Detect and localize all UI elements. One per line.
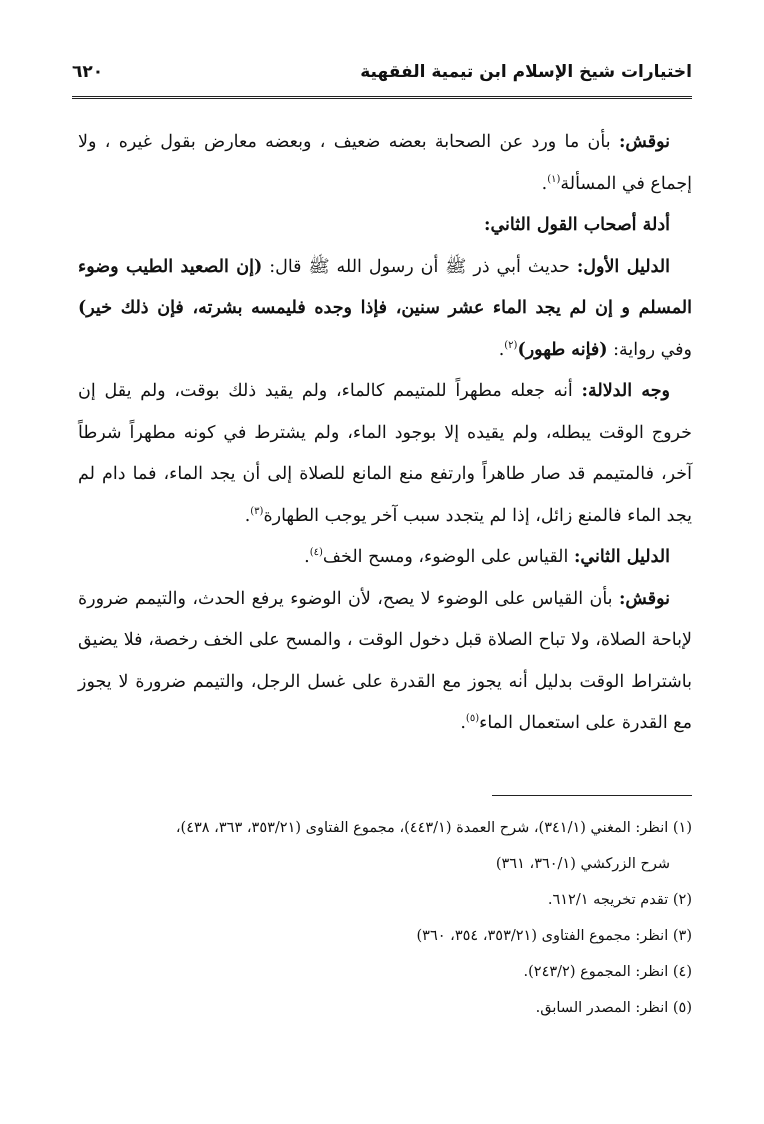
evidence-label: الدليل الثاني: xyxy=(573,547,670,567)
indication-label: وجه الدلالة: xyxy=(581,381,671,401)
paragraph-text: القياس على الوضوء، ومسح الخف xyxy=(322,547,574,567)
footnote-divider xyxy=(492,795,692,796)
footnote-ref: (٥) xyxy=(465,713,480,725)
paragraph-objection-1 xyxy=(78,122,692,205)
book-title: اختيارات شيخ الإسلام ابن تيمية الفقهية xyxy=(360,62,692,82)
objection-label: نوقش: xyxy=(618,588,670,609)
objection-label: نوقش: xyxy=(618,132,670,152)
paragraph-text: بأن ما ورد عن الصحابة بعضه ضعيف ، وبعضه معارض بقول غيره ، ولا إجماع في المسألة xyxy=(78,132,692,194)
evidence-label: الدليل الأول: xyxy=(576,256,670,277)
footnote-3: (٣) انظر: مجموع الفتاوى (٣٥٣/٢١، ٣٥٤، ٣٦٠) xyxy=(416,928,692,944)
footnote-2: (٢) تقدم تخريجه ٦١٢/١. xyxy=(547,892,692,908)
paragraph-evidence-2 xyxy=(78,537,692,579)
footnote-4: (٤) انظر: المجموع (٢٤٣/٢). xyxy=(523,964,692,980)
paragraph-text: حديث أبي ذر ﷺ أن رسول الله ﷺ قال: xyxy=(262,256,577,277)
paragraph-text: وفي رواية: xyxy=(607,339,692,360)
paragraph-text: أنه جعله مطهراً للمتيمم كالماء، ولم يقيد ذلك بوقت، ولم يقل إن خروج الوقت يبطله، ولم يقيده إلا بوجود الماء، ولم يشترط في كونه مطهراً شرطاً آخر، فالمتيمم قد صار طاهراً وارتفع منع المانع للصلاة إلى أن يجد الماء، فما دام لم يجد الماء فالمنع زائل، إذا لم يتجدد سبب آخر يوجب الطهارة xyxy=(78,381,692,526)
footnote-ref: (١) xyxy=(547,173,561,185)
hadith-quote-alt: (فإنه طهور) xyxy=(517,339,608,360)
footnote-ref: (٤) xyxy=(309,547,323,559)
punctuation: . xyxy=(244,505,251,526)
paragraph-objection-2 xyxy=(78,579,692,745)
footnote-ref: (٣) xyxy=(250,505,264,517)
footnote-5: (٥) انظر: المصدر السابق. xyxy=(535,1000,692,1016)
footnote-1-continued: شرح الزركشي (٣٦٠/١، ٣٦١) xyxy=(495,856,670,872)
punctuation: . xyxy=(460,713,466,733)
punctuation: . xyxy=(304,547,310,567)
page-number: ٦٢٠ xyxy=(72,62,104,82)
paragraph-text: بأن القياس على الوضوء لا يصح، لأن الوضوء يرفع الحدث، والتيمم ضرورة لإباحة الصلاة، ولا تباح الصلاة قبل دخول الوقت ، والمسح على الخف رخصة، فلا يضيق باشتراط الوقت بدليل أنه يجوز مع القدرة على غسل الرجل، والتيمم ضرورة لا يجوز مع القدرة على استعمال الماء xyxy=(78,588,692,733)
section-heading: أدلة أصحاب القول الثاني: xyxy=(484,215,670,235)
footnotes xyxy=(78,810,692,1026)
main-text xyxy=(78,122,692,745)
punctuation: . xyxy=(498,339,505,360)
punctuation: . xyxy=(541,173,548,194)
footnote-ref: (٢) xyxy=(504,339,518,351)
paragraph-indication xyxy=(78,371,692,537)
footnote-1: (١) انظر: المغني (٣٤١/١)، شرح العمدة (٤٤٣/١)، مجموع الفتاوى (٣٥٣/٢١، ٣٦٣، ٤٣٨)، xyxy=(175,820,692,836)
hadith-quote: (إن الصعيد الطيب وضوء المسلم و إن لم يجد الماء عشر سنين، فإذا وجده فليمسه بشرته، فإن ذلك خير) xyxy=(78,256,692,318)
paragraph-evidence-1 xyxy=(78,247,692,372)
running-header xyxy=(72,58,692,99)
